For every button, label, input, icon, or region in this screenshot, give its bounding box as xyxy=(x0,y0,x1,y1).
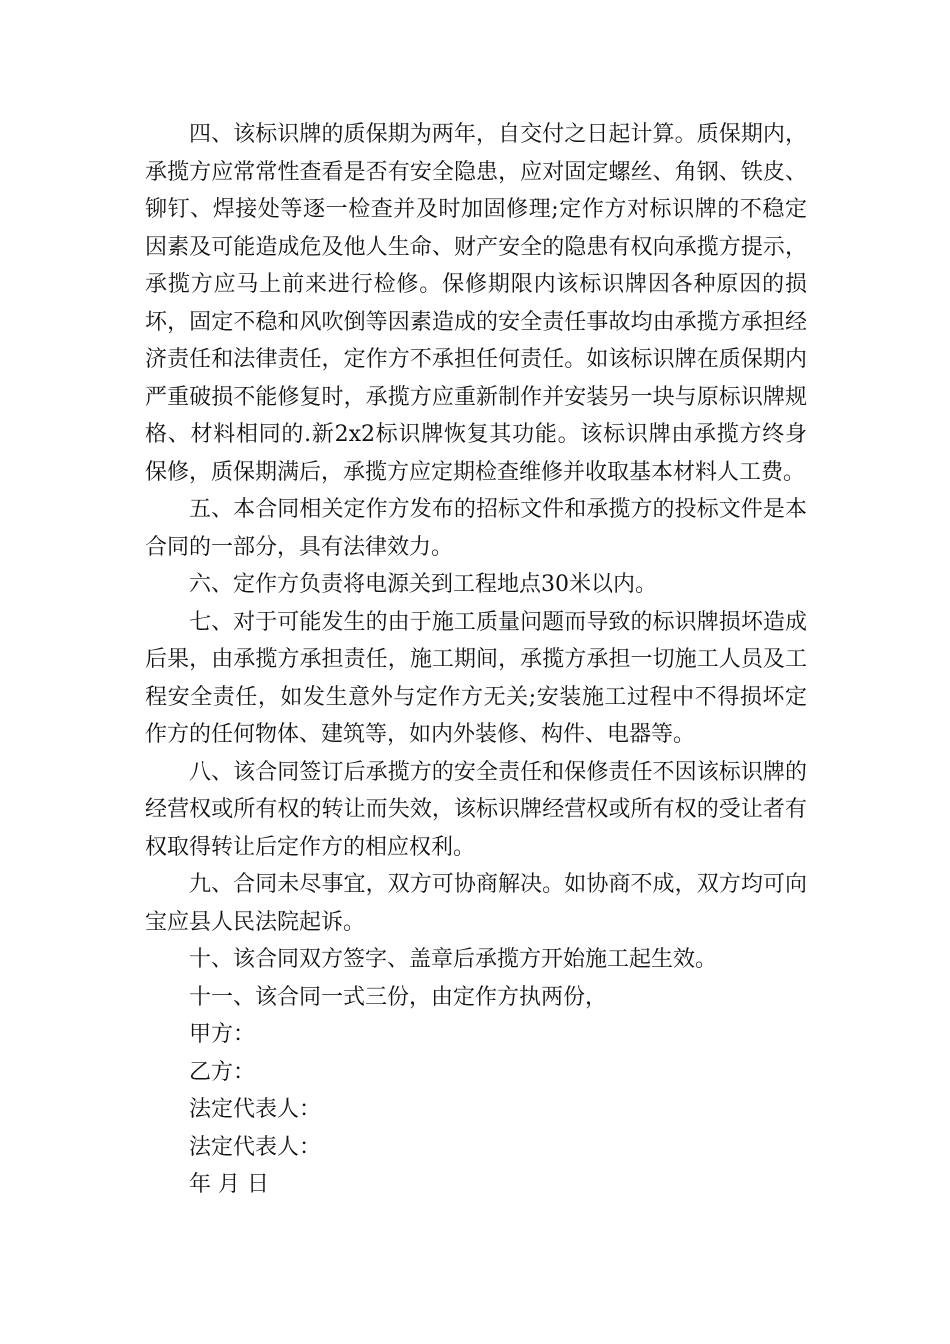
party-b-label: 乙方： xyxy=(189,1059,256,1085)
clause-8: 八、该合同签订后承揽方的安全责任和保修责任不因该标识牌的经营权或所有权的转让而失效，该标识牌经营权或所有权的受让者有权取得转让后定作方的相应权利。 xyxy=(145,759,807,860)
legal-rep-label-2: 法定代表人： xyxy=(189,1134,322,1160)
clause-5: 五、本合同相关定作方发布的招标文件和承揽方的投标文件是本合同的一部分，具有法律效力。 xyxy=(145,497,807,560)
document-body xyxy=(145,116,807,1204)
clause-11: 十一、该合同一式三份，由定作方执两份， xyxy=(189,984,608,1010)
date-line: 年 月 日 xyxy=(189,1172,269,1197)
clause-4: 四、该标识牌的质保期为两年，自交付之日起计算。质保期内，承揽方应常常性查看是否有安全隐患，应对固定螺丝、角钢、铁皮、铆钉、焊接处等逐一检查并及时加固修理;定作方对标识牌的不稳定因素及可能造成危及他人生命、财产安全的隐患有权向承揽方提示，承揽方应马上前来进行检修。保修期限内该标识牌因各种原因的损坏，固定不稳和风吹倒等因素造成的安全责任事故均由承揽方承担经济责任和法律责任，定作方不承担任何责任。如该标识牌在质保期内严重破损不能修复时，承揽方应重新制作并安装另一块与原标识牌规格、材料相同的.新2x2标识牌恢复其功能。该标识牌由承揽方终身保修，质保期满后，承揽方应定期检查维修并收取基本材料人工费。 xyxy=(145,122,807,485)
legal-rep-label-1: 法定代表人： xyxy=(189,1097,322,1122)
clause-7: 七、对于可能发生的由于施工质量问题而导致的标识牌损坏造成后果，由承揽方承担责任，施工期间，承揽方承担一切施工人员及工程安全责任，如发生意外与定作方无关;安装施工过程中不得损坏定作方的任何物体、建筑等，如内外装修、构件、电器等。 xyxy=(145,609,807,747)
clause-10: 十、该合同双方签字、盖章后承揽方开始施工起生效。 xyxy=(189,947,718,972)
clause-6: 六、定作方负责将电源关到工程地点30米以内。 xyxy=(189,572,657,597)
clause-9: 九、合同未尽事宜，双方可协商解决。如协商不成，双方均可向宝应县人民法院起诉。 xyxy=(145,872,807,935)
party-a-label: 甲方： xyxy=(189,1022,256,1047)
